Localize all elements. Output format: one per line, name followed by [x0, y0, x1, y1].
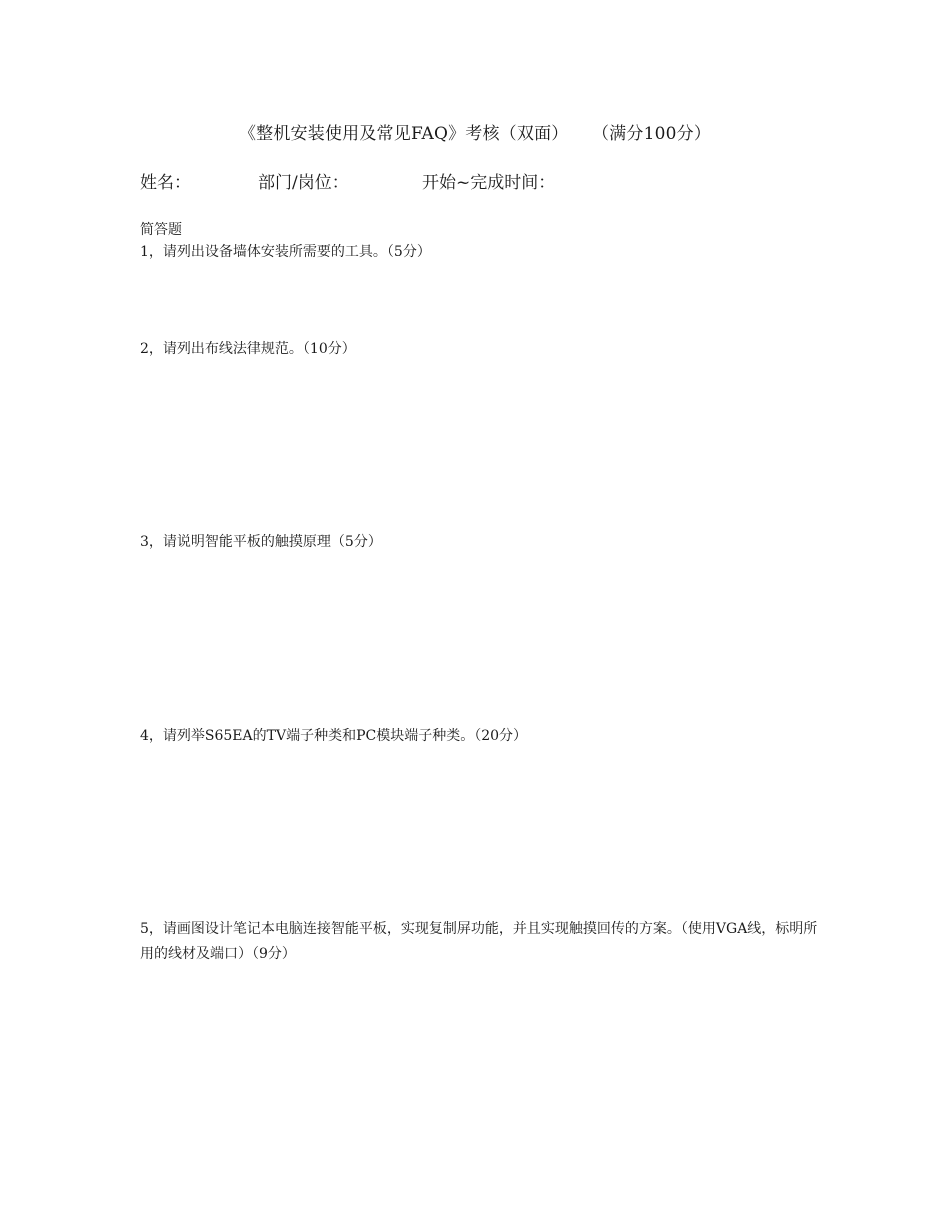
- exam-total-score: （满分100分）: [600, 124, 712, 144]
- name-label: 姓名：: [140, 173, 191, 193]
- question-2: 2，请列出布线法律规范。（10分）: [140, 341, 356, 357]
- start-finish-time-label: 开始~完成时间：: [422, 173, 556, 193]
- department-position-label: 部门/岗位：: [258, 173, 349, 193]
- section-heading: 简答题: [140, 222, 182, 238]
- exam-title: [0, 119, 950, 144]
- question-3: 3，请说明智能平板的触摸原理（5分）: [140, 534, 382, 550]
- question-1: 1，请列出设备墙体安装所需要的工具。（5分）: [140, 244, 431, 260]
- question-4: 4，请列举S65EA的TV端子种类和PC模块端子种类。（20分）: [140, 728, 528, 744]
- question-5: 5，请画图设计笔记本电脑连接智能平板，实现复制屏功能，并且实现触摸回传的方案。（使用VGA线，标明所用的线材及端口）（9分）: [140, 921, 818, 962]
- exam-title-text: 《整机安装使用及常见FAQ》考核（双面）: [238, 124, 569, 144]
